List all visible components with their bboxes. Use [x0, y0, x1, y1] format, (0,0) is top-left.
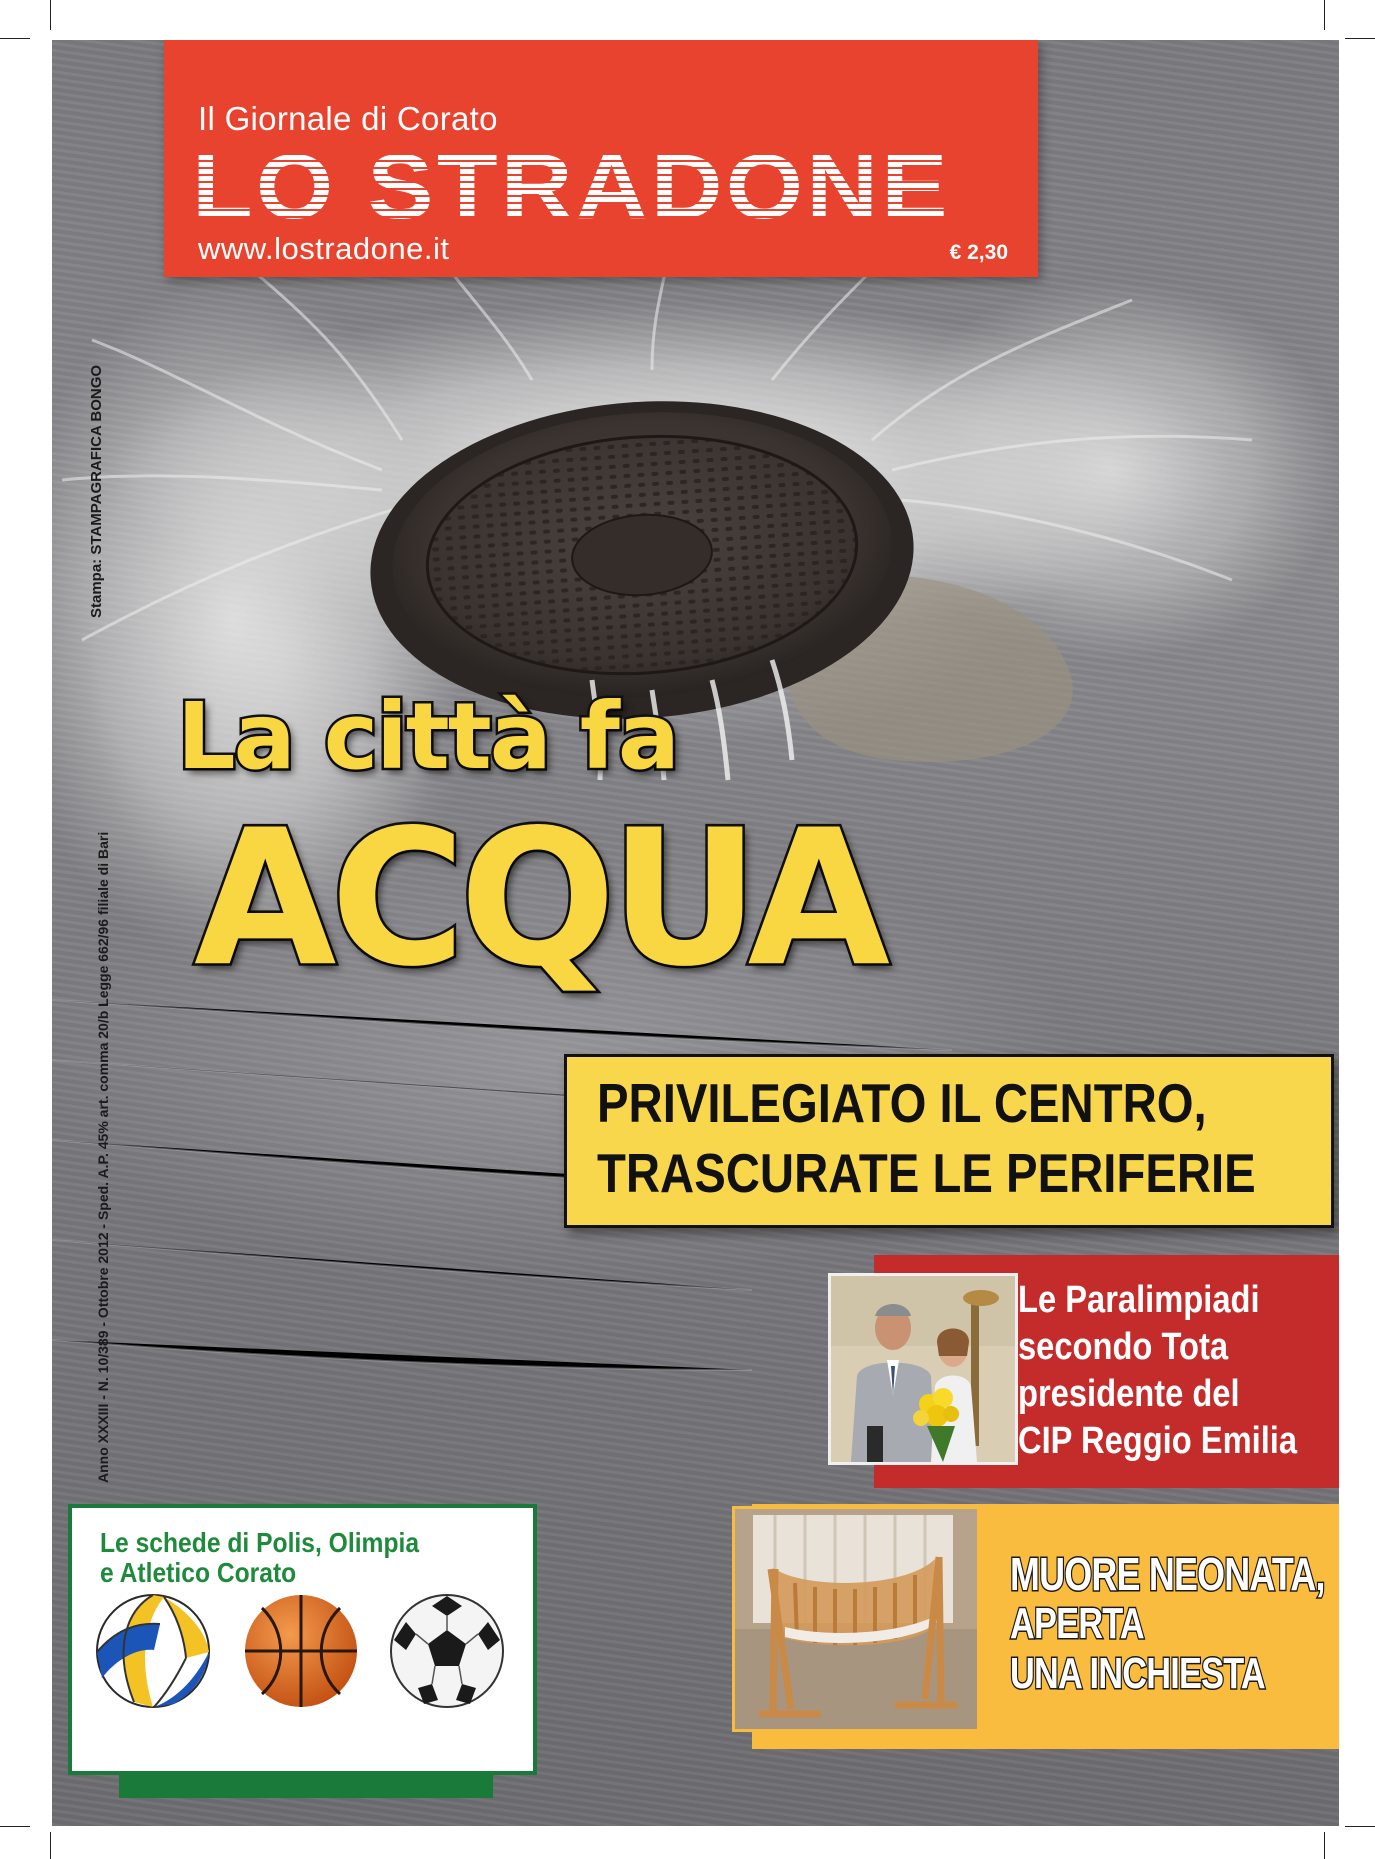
newborn-teaser-text[interactable]	[1010, 1549, 1330, 1699]
masthead	[164, 40, 1038, 277]
newborn-line: APERTA	[1010, 1599, 1144, 1648]
cradle-photo	[732, 1506, 980, 1732]
crop-mark	[1345, 38, 1375, 39]
cover-price: € 2,30	[949, 241, 1008, 264]
crop-mark	[50, 0, 51, 30]
crop-mark	[1345, 1826, 1375, 1827]
subheadline-box	[564, 1054, 1334, 1228]
masthead-title: LO STRADONE	[192, 141, 1078, 233]
crop-mark	[0, 1826, 30, 1827]
crop-mark	[1324, 1832, 1325, 1859]
printer-imprint: Stampa: STAMPAGRAFICA BONGO	[88, 364, 105, 618]
newborn-line: MUORE NEONATA,	[1010, 1548, 1325, 1600]
subheadline-line-2: TRASCURATE LE PERIFERIE	[597, 1142, 1256, 1204]
masthead-tagline: Il Giornale di Corato	[198, 100, 498, 137]
newborn-line: UNA INCHIESTA	[1010, 1649, 1265, 1698]
magazine-cover	[52, 40, 1339, 1826]
soccer-ball-icon	[388, 1592, 506, 1710]
paralympics-line: Le Paralimpiadi	[1018, 1279, 1260, 1321]
basketball-icon	[242, 1592, 360, 1710]
volleyball-icon	[94, 1592, 212, 1710]
subheadline-line-1: PRIVILEGIATO IL CENTRO,	[597, 1072, 1207, 1134]
sports-panel-title	[100, 1528, 520, 1588]
legal-imprint: Anno XXXIII - N. 10/389 - Ottobre 2012 - Sped. A.P. 45% art. comma 20/b Legge 662/96 filiale di Bari	[95, 831, 111, 1483]
crop-mark	[50, 1832, 51, 1859]
sports-title-line: Le schede di Polis, Olimpia	[100, 1527, 420, 1558]
paralympics-line: CIP Reggio Emilia	[1018, 1420, 1298, 1462]
crop-mark	[1324, 0, 1325, 30]
crop-mark	[0, 38, 30, 39]
paralympics-photo	[828, 1273, 1018, 1465]
sports-panel[interactable]	[68, 1504, 537, 1775]
paralympics-line: presidente del	[1018, 1373, 1240, 1415]
headline-line-2: ACQUA	[194, 789, 885, 1009]
sports-title-line: e Atletico Corato	[100, 1557, 297, 1588]
paralympics-line: secondo Tota	[1018, 1326, 1229, 1368]
headline-line-1: La città fa	[177, 683, 678, 790]
paralympics-teaser-text[interactable]	[1018, 1277, 1338, 1465]
masthead-website[interactable]: www.lostradone.it	[198, 231, 450, 266]
